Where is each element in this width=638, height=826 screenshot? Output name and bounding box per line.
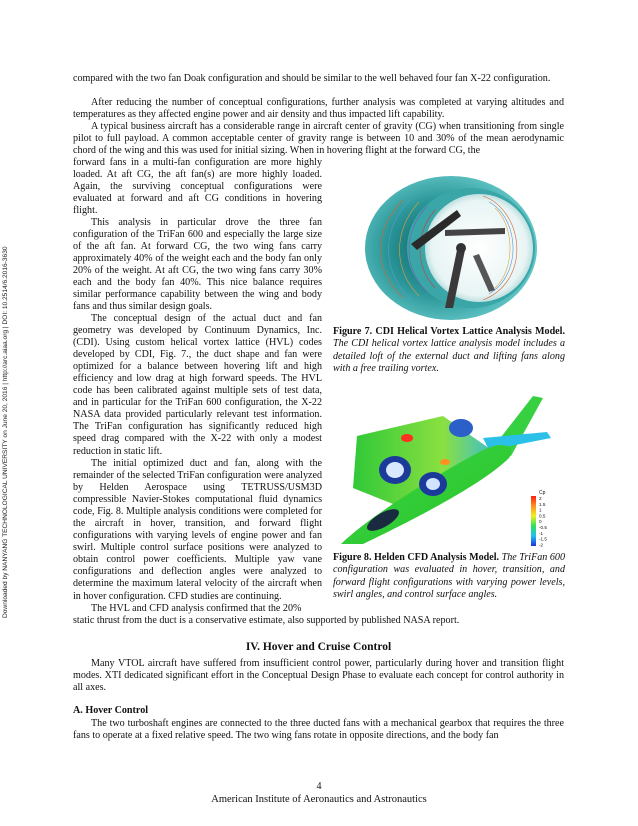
figure7-duct-image bbox=[333, 170, 565, 322]
cfd-legend-tick: -1 bbox=[539, 530, 544, 536]
figure7-caption bbox=[333, 326, 565, 375]
cfd-legend-tick: 0 bbox=[539, 519, 542, 525]
figure7-label: Figure 7. CDI Helical Vortex Lattice Analysis Model. bbox=[333, 326, 565, 337]
figure7-text: The CDI helical vortex lattice analysis model includes a detailed loft of the external duct and lifting fans along with a free trailing vortex. bbox=[333, 338, 565, 374]
subsection-heading: A. Hover Control bbox=[73, 705, 149, 716]
page-footer: American Institute of Aeronautics and Astronautics bbox=[211, 794, 427, 805]
paragraph-cdi-design: The conceptual design of the actual duct and fan geometry was developed by Continuum Dynamics, Inc. (CDI). Using custom helical vortex lattice (HVL) codes developed by CDI, Fig. 7., the duct shape and fan were optimized for a balance between hovering lift and high efficiency and low drag at high forward speeds. The HVL code has been calibrated against multiple sets of test data, and in particular for the TriFan 600 configuration, the X-22 NASA data provided particularly relevant test information. The TriFan configuration has significantly reduced high speed drag compared with the X-22 with only a modest reduction in static lift. bbox=[73, 313, 322, 457]
paragraph-hover-control: The two turboshaft engines are connected to the three ducted fans with a mechanical gearbox that requires the three fans to operate at a fixed relative speed. The two wing fans rotate in opposite directions, and the body fan bbox=[73, 718, 564, 742]
paragraph-configurations: After reducing the number of conceptual configurations, further analysis was completed at varying altitudes and temperatures as they affected engine power and air density and thus impacted lift capability. bbox=[73, 97, 564, 121]
cfd-legend-tick: 2 bbox=[539, 496, 542, 501]
cfd-legend-title: Cp bbox=[539, 490, 546, 496]
cfd-legend-tick: -2 bbox=[539, 542, 544, 548]
section-heading: IV. Hover and Cruise Control bbox=[245, 641, 392, 653]
figure8-cfd-image bbox=[333, 392, 565, 548]
cfd-legend-tick: -0.5 bbox=[539, 525, 547, 530]
paragraph-conclusion-a: The HVL and CFD analysis confirmed that the 20% bbox=[91, 603, 302, 614]
cfd-legend-tick: 1.5 bbox=[539, 501, 546, 507]
figure8-text: The TriFan 600 configuration was evaluated in hover, transition, and forward flight configurations with varying power levels, swirl angles, and control surface angles. bbox=[333, 552, 566, 600]
cfd-legend-tick: -1.5 bbox=[539, 536, 547, 542]
cfd-legend-tick: 1 bbox=[539, 507, 542, 513]
paragraph-control-power: Many VTOL aircraft have suffered from insufficient control power, particularly during hover and transition flight modes. XTI dedicated significant effort in the Conceptual Design Phase to evaluate each concept for control authority in all axes. bbox=[73, 658, 564, 694]
paragraph-helden-cfd: The initial optimized duct and fan, along with the remainder of the selected TriFan configuration were analyzed by Helden Aerospace using TETRUSS/USM3D compressible Navier-Stokes computational fluid dynamics code, Fig. 8. Multiple analysis conditions were completed for the aircraft in hover, transition, and forward flight configurations with varying levels of engine power and fan swirl. Multiple control surface positions were analyzed to obtain control power coefficients. Multiple yaw vane configurations and deflection angles were analyzed to determine the maximum lateral velocity of the aircraft when in hover configuration. CFD studies are continuing. bbox=[73, 458, 322, 602]
paragraph-cg-loading: forward fans in a multi-fan configuration are more highly loaded. At aft CG, the aft fan(s) are more highly loaded. Again, the surviving conceptual configurations were evaluated at forward and aft CG conditions in hovering flight. bbox=[73, 157, 322, 217]
paragraph-conclusion-b: static thrust from the duct is a conservative estimate, also supported by published NASA report. bbox=[73, 615, 460, 626]
paragraph-cg-range: A typical business aircraft has a considerable range in aircraft center of gravity (CG) when transitioning from single pilot to full payload. A common acceptable center of gravity range is between 10 and 30% of the mean aerodynamic chord of the wing and this was used for initial sizing. When in hovering flight at the forward CG, the bbox=[73, 121, 564, 157]
figure8-caption bbox=[333, 552, 565, 601]
cfd-legend-tick: 0.5 bbox=[539, 513, 546, 519]
paragraph-continuation: compared with the two fan Doak configuration and should be similar to the well behaved four fan X-22 configuration. bbox=[73, 73, 551, 84]
paragraph-three-fan: This analysis in particular drove the three fan configuration of the TriFan 600 and especially the large size of the aft fan. At forward CG, the two wing fans carry approximately 40% of the weight each and the body fan only 20% of the weight. At aft CG, the two wing fans carry 30% each and the body fan 40%. This nice balance requires similar performance capability between the wing and body fans and thus similar design goals. bbox=[73, 217, 322, 313]
page-number: 4 bbox=[316, 781, 322, 792]
figure8-label: Figure 8. Helden CFD Analysis Model. bbox=[333, 552, 500, 563]
